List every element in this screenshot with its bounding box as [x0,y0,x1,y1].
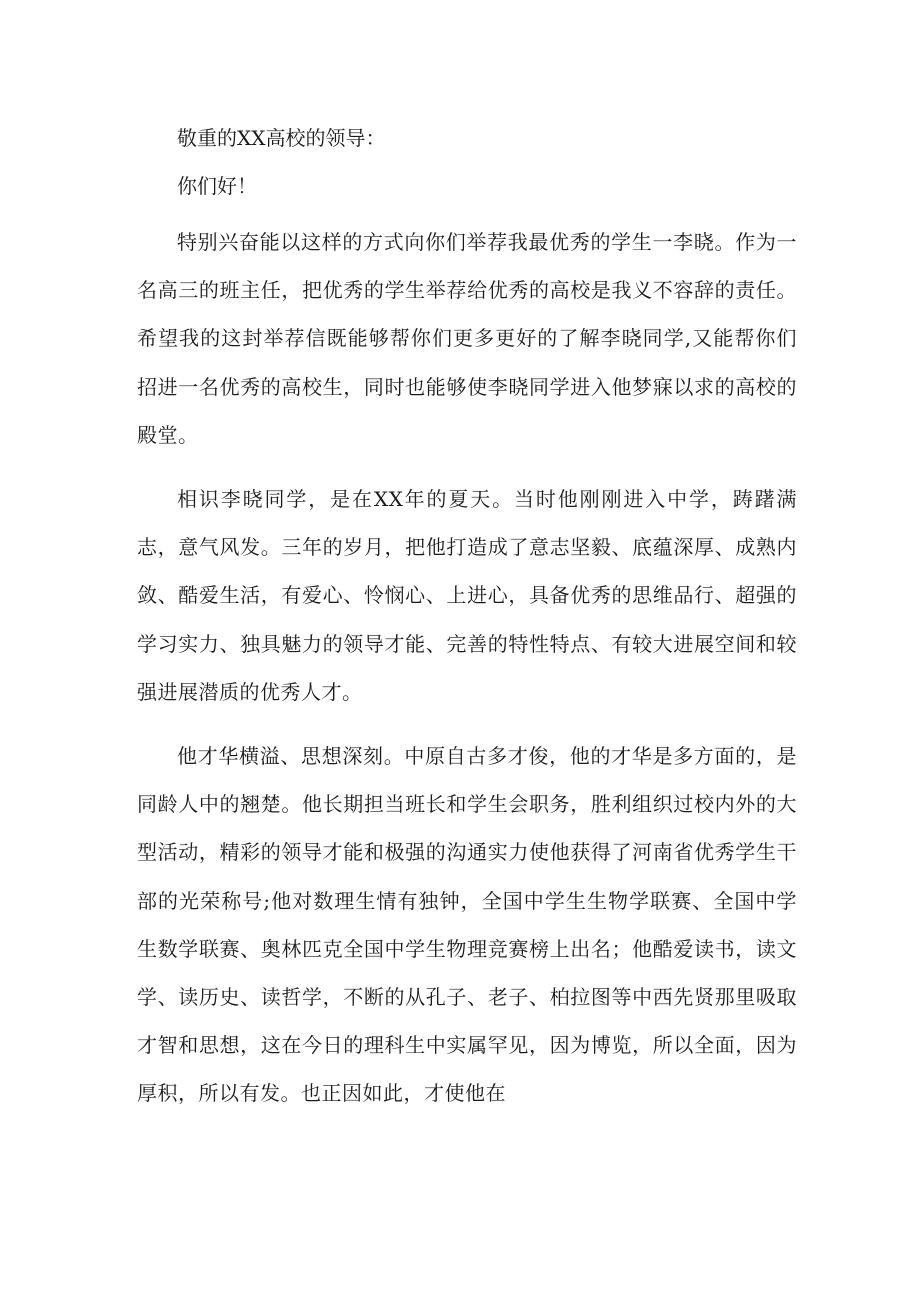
letter-greeting: 你们好！ [177,174,257,198]
letter-body [137,114,797,1134]
paragraph-talents: 他才华横溢、思想深刻。中原自古多才俊，他的才华是多方面的，是同龄人中的翘楚。他长期担当班长和学生会职务，胜利组织过校内外的大型活动，精彩的领导才能和极强的沟通实力使他获得了河南省优秀学生干部的光荣称号;他对数理生情有独钟，全国中学生生物学联赛、全国中学生数学联赛、奥林匹克全国中学生物理竞赛榜上出名；他酷爱读书，读文学、读历史、读哲学，不断的从孔子、老子、柏拉图等中西先贤那里吸取才智和思想，这在今日的理科生中实属罕见，因为博览，所以全面，因为厚积，所以有发。也正因如此，才使他在 [137,744,797,1106]
paragraph-recommendation-intro: 特别兴奋能以这样的方式向你们举荐我最优秀的学生一李晓。作为一名高三的班主任，把优秀的学生举荐给优秀的高校是我义不容辞的责任。希望我的这封举荐信既能够帮你们更多更好的了解李晓同学,又能帮你们招进一名优秀的高校生，同时也能够使李晓同学进入他梦寐以求的高校的殿堂。 [137,230,797,447]
letter-salutation: 敬重的XX高校的领导： [177,126,386,150]
paragraph-acquaintance: 相识李晓同学，是在XX年的夏天。当时他刚刚进入中学，踌躇满志，意气风发。三年的岁月，把他打造成了意志坚毅、底蕴深厚、成熟内敛、酷爱生活，有爱心、怜悯心、上进心，具备优秀的思维品行、超强的学习实力、独具魅力的领导才能、完善的特性特点、有较大进展空间和较强进展潜质的优秀人才。 [137,487,797,704]
